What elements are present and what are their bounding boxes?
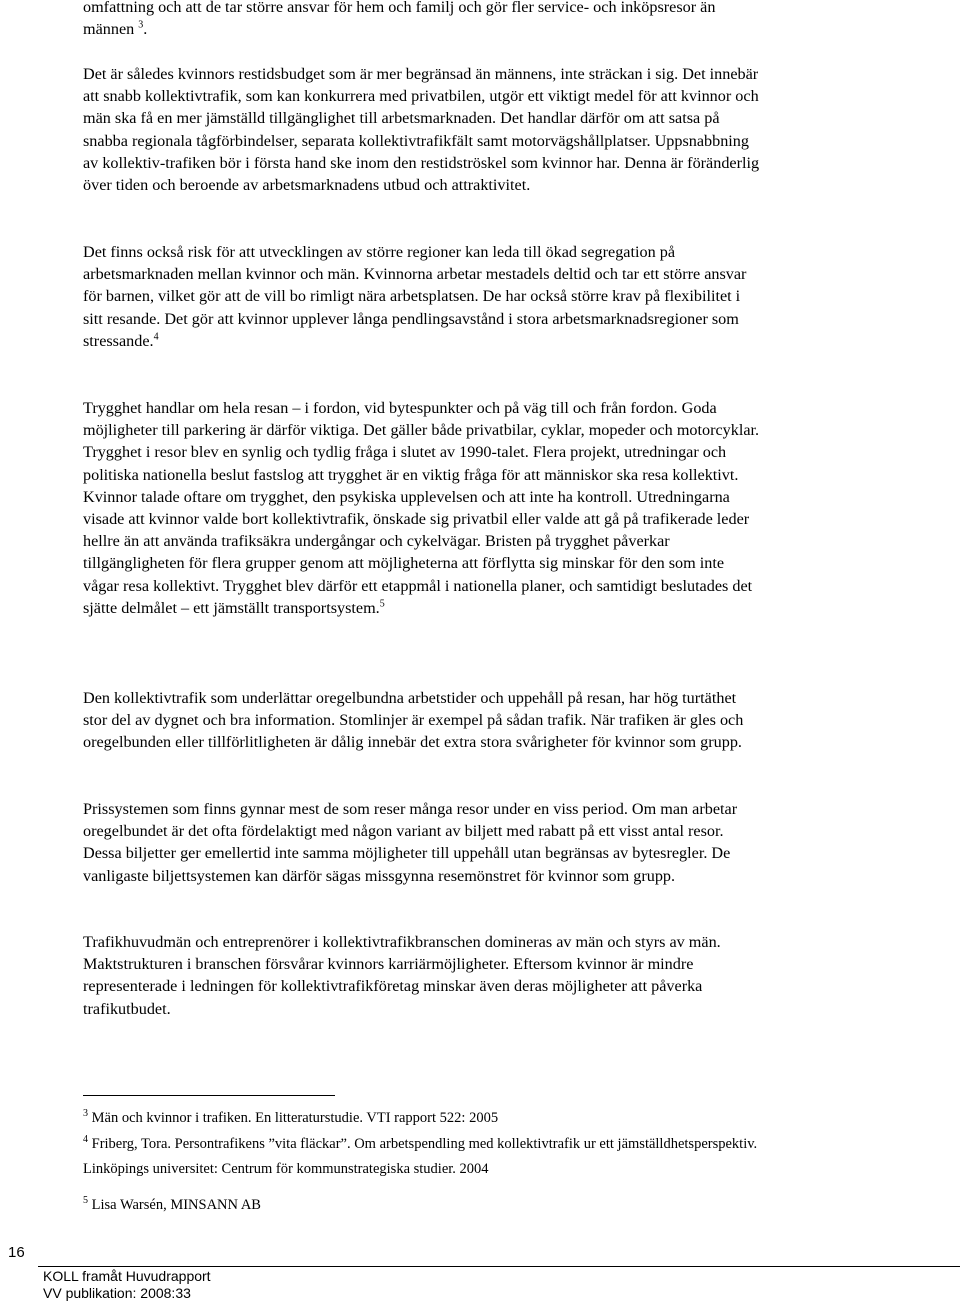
paragraph-safety [83, 397, 763, 619]
paragraph-household-responsibility [83, 0, 763, 40]
footnote-text: Män och kvinnor i trafiken. En litteraturstudie. VTI rapport 522: 2005 [91, 1110, 499, 1126]
footnote-number: 4 [83, 1134, 88, 1146]
footnote-5 [83, 1193, 773, 1218]
footnote-ref-5[interactable]: 5 [379, 598, 385, 610]
footnote-number: 3 [83, 1108, 88, 1120]
paragraph-travel-time-budget: Det är således kvinnors restidsbudget som är mer begränsad än männens, inte sträckan i sig. Det innebär att snabb kollektivtrafik, som kan konkurrera med privatbilen, utgör ett viktigt medel för att kvinnor och män ska få en mer jämställd tillgänglighet till arbetsmarknaden. Det handlar därför om att satsa på snabba regionala tågförbindelser, separata kollektivtrafikfält samt motorvägshållplatser. Uppsnabbning av kollektiv-trafiken bör i första hand ske inom den restidströskel som kvinnor har. Denna är föränderlig över tiden och beroende av arbetsmarknadens utbud och attraktivitet. [83, 65, 760, 195]
footnote-text: Lisa Warsén, MINSANN AB [91, 1197, 261, 1213]
footnote-ref-4[interactable]: 4 [153, 331, 159, 343]
paragraph-industry-power-structure: Trafikhuvudmän och entreprenörer i kollektivtrafikbranschen domineras av män och styrs av män. Maktstrukturen i branschen försvårar kvinnors karriärmöjligheter. Eftersom kvinnor är mindre representerade i ledningen för kollektivtrafikföretag minskar även deras möjligheter att påverka trafikutbudet. [83, 933, 721, 1018]
paragraph-text: Det finns också risk för att utvecklingen av större regioner kan leda till ökad segregation på arbetsmarknaden mellan kvinnor och män. Kvinnorna arbetar mestadels deltid och tar ett större ansvar för barnen, vilket gör att de vill bo rimligt nära arbetsplatsen. De har också större krav på flexibilitet i sitt resande. Det gör att kvinnor upplever långa pendlingsavstånd i stora arbetsmarknadsregioner som stressande. [83, 243, 747, 350]
footnote-4 [83, 1132, 773, 1182]
footnote-ref-3[interactable]: 3 [138, 19, 144, 31]
footnote-separator [83, 1095, 335, 1096]
paragraph-text: omfattning och att de tar större ansvar för hem och familj och gör fler service- och inköpsresor än männen [83, 0, 716, 39]
paragraph-irregular-hours: Den kollektivtrafik som underlättar oregelbundna arbetstider och uppehåll på resan, har hög turtäthet stor del av dygnet och bra information. Stomlinjer är exempel på sådan trafik. När trafiken är gles och oregelbunden eller tillförlitligheten är dålig innebär det extra stora svårigheter för kvinnor som grupp. [83, 689, 744, 752]
footnote-text: Friberg, Tora. Persontrafikens ”vita fläckar”. Om arbetspendling med kollektivtrafik ur ett jämställdhetsperspektiv. Linköpings universitet: Centrum för kommunstrategiska studier. 2004 [83, 1136, 758, 1177]
footer-separator [38, 1266, 960, 1267]
footnote-3 [83, 1106, 773, 1131]
paragraph-segregation-risk [83, 241, 763, 352]
paragraph-price-systems: Prissystemen som finns gynnar mest de som reser många resor under en viss period. Om man arbetar oregelbundet är det ofta fördelaktigt med någon variant av biljett med rabatt på ett visst antal resor. Dessa biljetter ger emellertid inte samma möjligheter till uppehåll utan begränsas av bytesregler. De vanligaste biljettsystemen kan därför sägas missgynna resemönstret för kvinnor som grupp. [83, 800, 738, 885]
paragraph-tail: . [143, 20, 148, 39]
paragraph-text: Trygghet handlar om hela resan – i fordon, vid bytespunkter och på väg till och från fordon. Goda möjligheter till parkering är därför viktiga. Det gäller både privatbilar, cyklar, mopeder och motorcyklar. Trygghet i resor blev en synlig och tydlig fråga i slutet av 1990-talet. Flera projekt, utredningar och politiska nationella beslut fastslog att trygghet är en viktig fråga för att människor ska resa kollektivt. Kvinnor talade oftare om trygghet, den psykiska upplevelsen och att inte ha kontroll. Utredningarna visade att kvinnor valde bort kollektivtrafik, önskade sig privatbil eller valde att gå på trafikerade leder hellre än att använda trafiksäkra undergångar och cykelvägar. Bristen på trygghet påverkar tillgängligheten för flera grupper genom att möjligheterna att förflytta sig minskar för den som inte vågar resa kollektivt. Trygghet blev därför ett etappmål i nationella planer, och samtidigt beslutades det sjätte delmålet – ett jämställt transportsystem. [83, 399, 760, 617]
footer-publication-number: VV publikation: 2008:33 [43, 1285, 191, 1301]
footnote-number: 5 [83, 1195, 88, 1207]
page-number: 16 [8, 1244, 25, 1261]
footer-report-title: KOLL framåt Huvudrapport [43, 1268, 211, 1284]
